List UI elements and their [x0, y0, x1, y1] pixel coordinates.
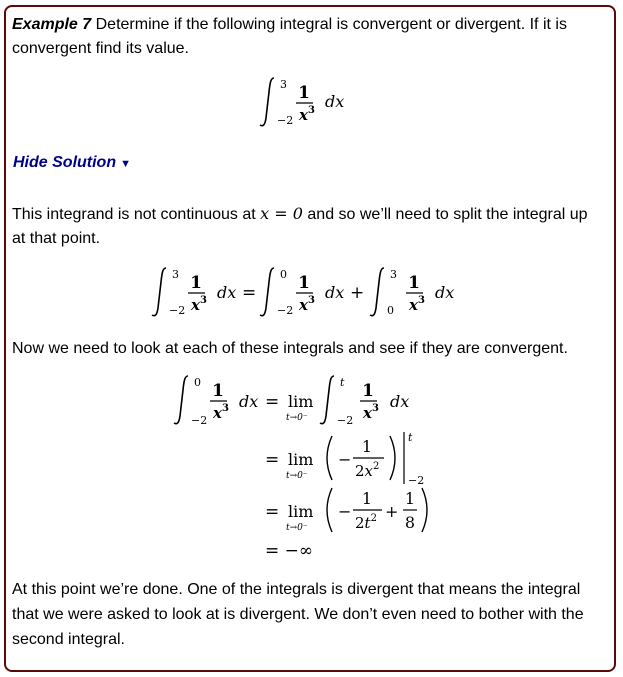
- numerator: 1: [361, 437, 373, 456]
- numerator: 1: [190, 273, 202, 293]
- equals-sign: =: [242, 283, 257, 303]
- lim-operator: lim: [288, 450, 314, 469]
- plus-sign: +: [350, 283, 365, 303]
- para2-text: Now we need to look at each of these integrals and see if they are convergent.: [12, 340, 568, 357]
- eval-upper: t: [408, 431, 413, 444]
- dx: dx: [239, 392, 259, 411]
- para1-math: x = 0: [260, 204, 303, 223]
- lower-limit: −2: [169, 304, 186, 317]
- lower-limit: −2: [277, 114, 294, 127]
- upper-limit: 3: [172, 268, 179, 281]
- para3-text: At this point we’re done. One of the integrals is divergent that means the integral that we were asked to look at is divergent. We don’t even need to bother with the second integral.: [12, 581, 584, 648]
- dx: dx: [435, 283, 455, 302]
- lower-limit: −2: [191, 414, 208, 427]
- lim-subscript: t→0⁻: [286, 523, 308, 533]
- plus-sign: +: [385, 502, 399, 521]
- denominator: $x^3$: [191, 295, 207, 314]
- solution-paragraph-1: [12, 202, 602, 251]
- equals-sign: =: [265, 502, 280, 522]
- denominator: $x^3$: [213, 403, 229, 422]
- numerator: 1: [212, 381, 224, 401]
- eval-lower: −2: [408, 474, 425, 487]
- denominator: 8: [404, 513, 416, 532]
- lim-subscript: t→0⁻: [286, 471, 308, 481]
- denominator: $2x^2$: [355, 461, 380, 480]
- denominator: $x^3$: [363, 403, 379, 422]
- dx: dx: [217, 283, 237, 302]
- lower-limit: −2: [277, 304, 294, 317]
- example-statement: [12, 13, 602, 61]
- minus-sign: −: [338, 450, 352, 469]
- hide-solution-toggle[interactable]: [13, 154, 131, 172]
- lower-limit: −2: [337, 414, 354, 427]
- solution-paragraph-2: [12, 337, 602, 361]
- hide-solution-label: Hide Solution: [13, 154, 117, 171]
- lim-operator: lim: [288, 502, 314, 521]
- minus-sign: −: [338, 502, 352, 521]
- example-prompt: Determine if the following integral is convergent or divergent. If it is convergent find its value.: [12, 16, 567, 57]
- numerator: 1: [362, 381, 374, 401]
- numerator: 1: [298, 83, 310, 103]
- para1-after: and so we’ll need to split the integral up at that point.: [12, 206, 588, 247]
- split-integral-equation: [150, 264, 470, 322]
- limit-derivation: [172, 372, 452, 568]
- result: = −∞: [265, 541, 314, 561]
- numerator: 1: [298, 273, 310, 293]
- upper-limit: t: [340, 376, 345, 389]
- numerator: 1: [404, 489, 416, 508]
- lim-operator: lim: [288, 392, 314, 411]
- denominator: $2t^2$: [355, 513, 377, 532]
- denominator: $x^3$: [299, 295, 315, 314]
- dx: dx: [325, 92, 345, 111]
- caret-down-icon: ▼: [120, 158, 131, 170]
- upper-limit: 3: [280, 78, 287, 91]
- equals-sign: =: [265, 450, 280, 470]
- denominator: $x^3$: [409, 295, 425, 314]
- numerator: 1: [361, 489, 373, 508]
- example-label: Example 7: [12, 16, 92, 33]
- upper-limit: 3: [390, 268, 397, 281]
- equals-sign: =: [265, 392, 280, 412]
- dx: dx: [390, 392, 410, 411]
- lim-subscript: t→0⁻: [286, 413, 308, 423]
- solution-paragraph-3: [12, 577, 602, 652]
- upper-limit: 0: [194, 376, 201, 389]
- lower-limit: 0: [387, 304, 394, 317]
- numerator: 1: [408, 273, 420, 293]
- para1-before: This integrand is not continuous at: [12, 206, 256, 223]
- denominator: $x^3$: [299, 105, 315, 124]
- upper-limit: 0: [280, 268, 287, 281]
- dx: dx: [325, 283, 345, 302]
- main-integral: [258, 74, 358, 130]
